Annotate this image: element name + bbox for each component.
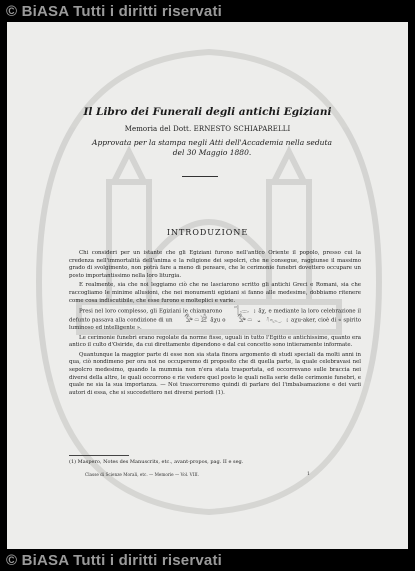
hieroglyph-axu-suffix: ăχu o [210,317,226,324]
body-text [69,250,361,399]
paragraph-3b-text: la loro celebrazione il defunto passava alla condizione di un [69,308,362,324]
hieroglyph-ax: 𓊹𓂋 𓏤 [234,306,257,316]
watermark-top: © BiASA Tutti i diritti riservati [6,2,223,20]
paper-author: Memoria del Dott. ERNESTO SCHIAPARELLI [124,125,291,133]
signature-line [85,472,325,477]
footnote: (1) Maspero, Notes des Manuscrits, etc., avant-propos, pag. II e seg. [69,459,244,465]
paragraph-3-text: Presi nel loro complesso, gli Egiziani le chiamarono [79,308,223,315]
approval-line-1: Approvata per la stampa negli Atti dell'Accademia nella seduta [92,138,332,147]
hieroglyph-axu-aker: 𓅜𓏏 𓂝𓆑 𓏤 [237,315,290,325]
footnote-divider [69,455,129,456]
article-content [7,22,408,549]
hieroglyph-ax-suffix: ăχ, e mediante [258,308,300,315]
signature-text: Classe di Scienze Morali, etc. — Memorie — Vol. VIII. [85,472,199,477]
paragraph-5: Quantunque la maggior parte di esse non sia stata finora argomento di studi speciali da molti anni in qua, ciò nondimeno per ora noi ne occuperemo di proposito che di quella parte, la quale celebravasi nel sepolcro medesimo, quando la mummia non n'era stata trasportata, ed occorrevano sulle braccia nei diversi della altre, le quali occorrono e rie vedere quel posto le quali nella serie delle cerimonie funebri, e quale ne sia la sua importanza. — Noi trascorreremo quindi di parlare del l'imbalsamazione e dei varii autori di essa, che si succedettero nei diversi periodi (1). [69,351,361,396]
paragraph-4: Le cerimonie funebri erano regolate da norme fisse, uguali in tutto l'Egitto e antichissime, quanto era antico il culto d'Osiride, da cui direttamente dipendono e dal cui concetto sono intieramente informate. [69,334,361,349]
approval-line-2: del 30 Maggio 1880. [172,148,252,157]
watermark-bottom: © BiASA Tutti i diritti riservati [6,551,223,569]
page-number: 1 [307,472,310,477]
paper-title: Il Libro dei Funerali degli antichi Egiziani [83,106,332,118]
section-heading: INTRODUZIONE [166,228,249,237]
paragraph-3c-text: aχu-aker, cioè di « spirito luminoso ed intelligente ». [69,317,362,331]
paragraph-2: E realmente, sia che noi leggiamo ciò che ne lasciarono scritto gli antichi Greci e Romani, sia che raccogliamo le minime allusioni, che nei monumenti egiziani si fanno alle medesime, dobbiamo ritenere come cosa indiscutibile, che esse furono e molteplici e varie. [69,282,361,304]
scanned-page [7,22,408,549]
hieroglyph-axu: 𓅜𓏏𓀀 [184,315,209,325]
paragraph-3 [69,307,361,332]
title-divider [182,176,218,177]
paragraph-1: Chi consideri per un istante che gli Egiziani furono nell'antico Oriente il popolo, presso cui la credenza nell'immortalità dell'anima e la religione dei sepolcri, che ne consegue, raggiunse il massimo grado di svolgimento, non potrà fare a meno di pensare, che le cerimonie funebri dovettero occupare un posto importantissimo nella loro liturgia. [69,250,361,279]
approval-note [67,138,357,158]
